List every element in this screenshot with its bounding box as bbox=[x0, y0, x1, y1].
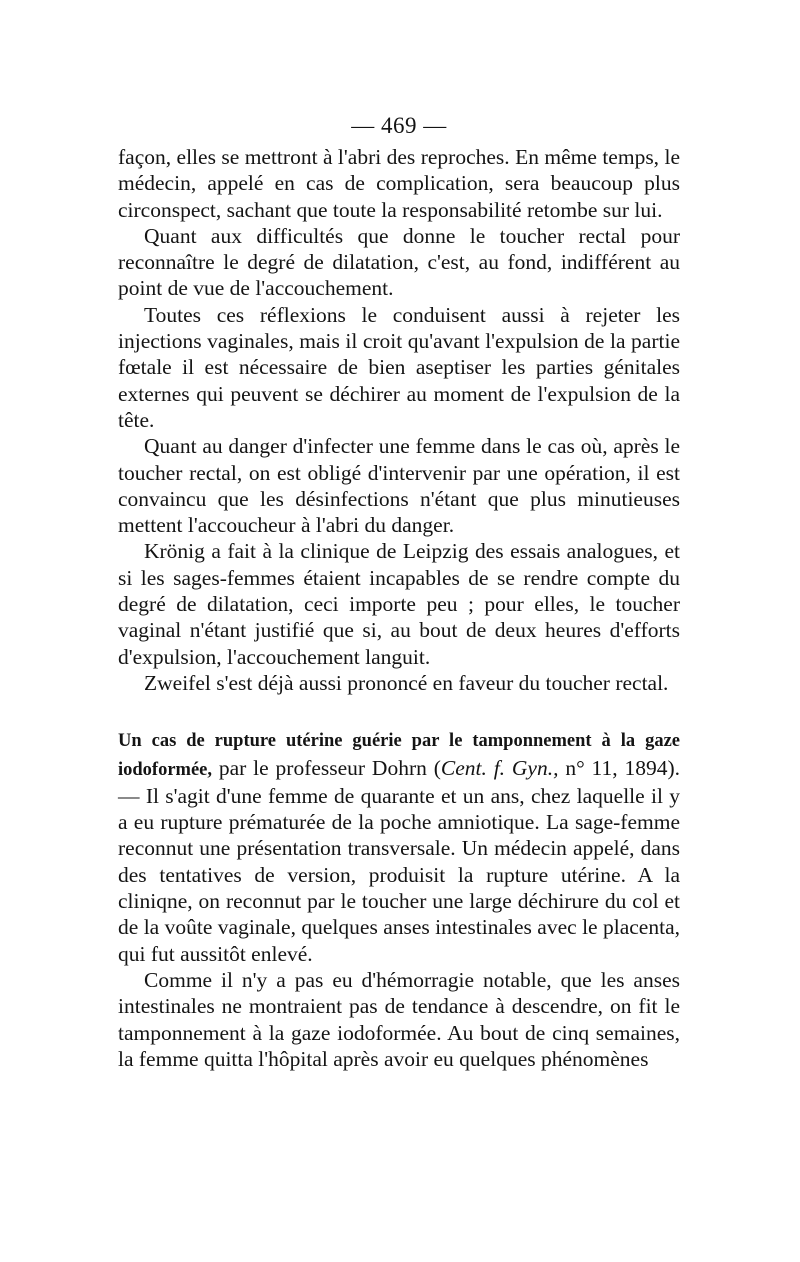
article-author: par le professeur Dohrn ( bbox=[212, 755, 441, 780]
paragraph-5: Krönig a fait à la clinique de Leipzig des essais analogues, et si les sages-femmes étaient incapables de se rendre compte du degré de dilatation, ceci importe peu ; pour elles, le toucher vaginal n'étant justifié que si, au bout de deux heures d'efforts d'expulsion, l'accouchement languit. bbox=[118, 539, 680, 669]
paragraph-2: Quant aux difficultés que donne le toucher rectal pour reconnaître le degré de dilatation, c'est, au fond, indifférent au point de vue de l'accouchement. bbox=[118, 223, 680, 301]
paragraph-3: Toutes ces réflexions le conduisent aussi à rejeter les injections vaginales, mais il croit qu'avant l'expulsion de la partie fœtale il est nécessaire de bien aseptiser les parties génitales externes qui peuvent se déchirer au moment de l'expulsion de la tête. bbox=[118, 302, 680, 432]
article-abstract bbox=[118, 726, 680, 967]
page-number: — 469 — bbox=[351, 113, 447, 138]
document-page bbox=[118, 112, 680, 1072]
article-body: Il s'agit d'une femme de quarante et un ans, chez laquelle il y a eu rupture prématurée de la poche amniotique. La sage-femme reconnut une présentation transversale. Un médecin appelé, dans des tentatives de version, produisit la rupture utérine. A la cliniqne, on reconnut par le toucher une large déchirure du col et de la voûte vaginale, quelques anses intestinales avec le placenta, qui fut aussitôt enlevé. bbox=[118, 783, 680, 966]
paragraph-4: Quant au danger d'infecter une femme dans le cas où, après le toucher rectal, on est obligé d'intervenir par une opération, il est convaincu que les désinfections n'étant que plus minutieuses mettent l'accoucheur à l'abri du danger. bbox=[118, 434, 680, 538]
paragraph-6: Zweifel s'est déjà aussi prononcé en faveur du toucher rectal. bbox=[144, 670, 669, 695]
article-continuation: Comme il n'y a pas eu d'hémorragie notable, que les anses intestinales ne montraient pas de tendance à descendre, on fit le tamponnement à la gaze iodoformée. Au bout de cinq semaines, la femme quitta l'hôpital après avoir eu quelques phénomènes bbox=[118, 967, 680, 1071]
paragraph-1: façon, elles se mettront à l'abri des reproches. En même temps, le médecin, appelé en cas de complication, sera beaucoup plus circonspect, sachant que toute la responsabilité retombe sur lui. bbox=[118, 145, 680, 222]
article-journal: Cent. f. Gyn., bbox=[440, 755, 559, 780]
article-title: Un cas de rupture utérine guérie par le tamponnement à la gaze iodoformée, bbox=[118, 731, 680, 780]
article-issue: n° 11, 1894). — bbox=[118, 755, 680, 808]
